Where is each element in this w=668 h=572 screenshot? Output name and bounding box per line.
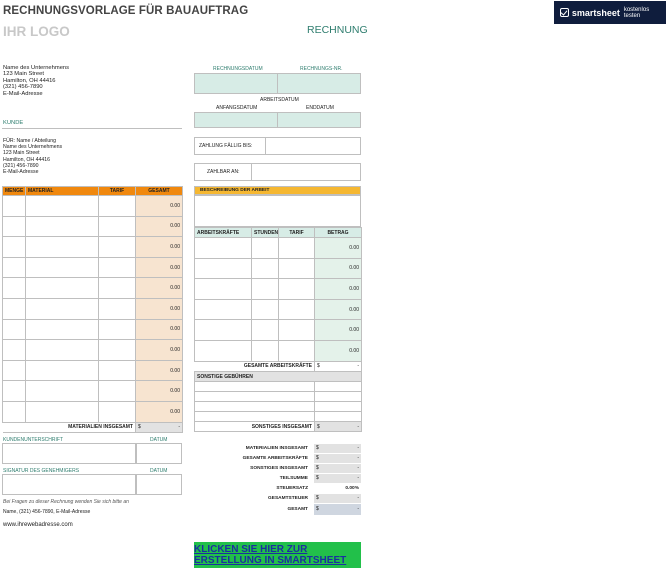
labor-row[interactable] [195,258,362,279]
work-description-header [194,186,361,195]
invoice-number-field[interactable] [277,73,361,94]
material-row[interactable] [3,360,183,381]
labor-amount-cell: 0.00 [315,258,362,279]
start-date-field[interactable] [194,112,278,128]
labor-cell[interactable] [195,299,252,320]
labor-header-row [195,228,362,238]
other-fees-total-label: SONSTIGES INSGESAMT [195,422,315,432]
customer-signature-field[interactable] [2,443,136,464]
other-fees-table [194,371,362,432]
material-cell[interactable] [3,257,26,278]
end-date-field[interactable] [277,112,361,128]
material-cell[interactable] [99,401,136,422]
labor-total-row [195,361,362,371]
dash-value: - [357,455,359,461]
material-cell[interactable] [3,298,26,319]
material-cell[interactable] [3,360,26,381]
currency-symbol: $ [317,423,320,430]
material-total-cell: 0.00 [136,196,183,217]
company-street: 123 Main Street [3,71,44,78]
col-labor-rate: TARIF [279,228,315,238]
material-cell[interactable] [26,196,99,217]
summary-tax-rate-label: STEUERSATZ [276,485,308,491]
material-cell[interactable] [99,298,136,319]
material-total-cell: 0.00 [136,237,183,258]
material-cell[interactable] [99,319,136,340]
approver-signature-date-label: DATUM [150,468,168,474]
labor-row[interactable] [195,279,362,300]
smartsheet-banner[interactable] [554,1,666,24]
labor-cell[interactable] [279,340,315,361]
currency-symbol: $ [316,445,319,451]
company-city: Hamilton, OH 44416 [3,77,56,84]
labor-row[interactable] [195,340,362,361]
customer-email: E-Mail-Adresse [3,169,39,176]
summary-materials-value [314,444,361,453]
material-row[interactable] [3,319,183,340]
col-amount: BETRAG [315,228,362,238]
page-title: RECHNUNGSVORLAGE FÜR BAUAUFTRAG [3,5,249,17]
customer-block [3,138,62,175]
customer-phone: (321) 456-7890 [3,162,39,169]
customer-signature-label: KUNDENUNTERSCHRIFT [3,437,63,443]
material-cell[interactable] [26,340,99,361]
customer-heading: KUNDE [3,120,24,126]
labor-cell[interactable] [252,258,279,279]
labor-total-value: - [357,363,359,370]
materials-total-cell [136,422,183,432]
summary-subtotal-value [314,474,361,483]
material-row[interactable] [3,216,183,237]
summary-total-tax-label: GESAMTSTEUER [268,495,308,501]
labor-cell[interactable] [252,340,279,361]
summary-labor-row [230,453,361,463]
material-total-cell: 0.00 [136,216,183,237]
doc-type-label: RECHNUNG [307,24,368,36]
materials-total-label: MATERIALIEN INSGESAMT [3,422,136,432]
labor-cell[interactable] [279,279,315,300]
material-cell[interactable] [99,237,136,258]
material-cell[interactable] [3,278,26,299]
end-date-label: ENDDATUM [306,105,334,111]
material-cell[interactable] [99,340,136,361]
summary-tax-rate-row [230,483,361,493]
work-description-heading: BESCHREIBUNG DER ARBEIT [200,188,270,193]
material-total-cell: 0.00 [136,319,183,340]
summary-labor-label: GESAMTE ARBEITSKRÄFTE [242,455,308,461]
summary-total-tax-row [230,493,361,503]
customer-signature-date-label: DATUM [150,437,168,443]
material-cell[interactable] [26,257,99,278]
dash-value: - [357,445,359,451]
dash-value: - [357,495,359,501]
payment-due-row[interactable] [194,137,361,155]
labor-row[interactable] [195,320,362,341]
labor-cell[interactable] [252,320,279,341]
material-total-cell: 0.00 [136,278,183,299]
material-cell[interactable] [3,401,26,422]
summary-grand-total-value [314,504,361,515]
other-fee-row[interactable] [195,412,362,422]
material-cell[interactable] [26,381,99,402]
approver-signature-label: SIGNATUR DES GENEHMIGERS [3,468,80,474]
smartsheet-check-icon [560,8,569,17]
customer-signature-date-field[interactable] [136,443,182,464]
material-row[interactable] [3,278,183,299]
labor-cell[interactable] [195,340,252,361]
material-total-cell: 0.00 [136,257,183,278]
material-cell[interactable] [99,360,136,381]
currency-symbol: $ [138,424,141,431]
divider [265,138,266,154]
material-cell[interactable] [99,257,136,278]
summary-grand-total-row [230,503,361,515]
labor-total-label: GESAMTE ARBEITSKRÄFTE [195,361,315,371]
material-cell[interactable] [3,216,26,237]
currency-symbol: $ [316,475,319,481]
currency-symbol: $ [316,495,319,501]
col-material: MATERIAL [26,187,99,196]
summary-materials-label: MATERIALIEN INSGESAMT [245,445,308,451]
material-row[interactable] [3,381,183,402]
questions-note: Bei Fragen zu dieser Rechnung wenden Sie sich bitte an [3,499,129,505]
customer-city: Hamilton, OH 44416 [3,156,50,163]
material-row[interactable] [3,401,183,422]
labor-amount-cell: 0.00 [315,299,362,320]
material-total-cell: 0.00 [136,381,183,402]
material-cell[interactable] [99,216,136,237]
material-row[interactable] [3,257,183,278]
labor-amount-cell: 0.00 [315,238,362,259]
col-rate: TARIF [99,187,136,196]
company-email: E-Mail-Adresse [3,90,43,97]
materials-header-row [3,187,183,196]
labor-cell[interactable] [279,299,315,320]
material-total-cell: 0.00 [136,360,183,381]
material-cell[interactable] [26,237,99,258]
labor-cell[interactable] [195,320,252,341]
summary-tax-rate-value[interactable]: 0.00% [345,485,359,491]
contact-line: Name, (321) 456-7890, E-Mail-Adresse [3,509,91,515]
material-cell[interactable] [3,196,26,217]
material-total-cell: 0.00 [136,340,183,361]
approver-signature-field[interactable] [2,474,136,495]
other-fees-total-value: - [357,423,359,430]
labor-total-cell [315,361,362,371]
other-fees-total-cell [315,422,362,432]
customer-name: Name des Unternehmens [3,144,63,151]
start-date-label: ANFANGSDATUM [216,105,258,111]
other-fees-heading: SONSTIGE GEBÜHREN [195,372,362,382]
labor-cell[interactable] [279,238,315,259]
summary-labor-value [314,454,361,463]
material-cell[interactable] [99,381,136,402]
invoice-date-field[interactable] [194,73,278,94]
material-row[interactable] [3,196,183,217]
other-fee-row[interactable] [195,392,362,402]
material-cell[interactable] [3,319,26,340]
dash-value: - [357,465,359,471]
material-total-cell: 0.00 [136,298,183,319]
materials-table [2,186,183,433]
company-phone: (321) 456-7890 [3,84,43,91]
material-cell[interactable] [26,298,99,319]
customer-attn: FÜR: Name / Abteilung [3,138,57,144]
currency-symbol: $ [316,465,319,471]
labor-table [194,227,362,372]
work-description-field[interactable] [194,195,361,227]
labor-cell[interactable] [195,279,252,300]
dash-value: - [357,506,359,512]
other-fees-header-row [195,372,362,382]
summary-other-value [314,464,361,473]
labor-amount-cell: 0.00 [315,279,362,300]
material-cell[interactable] [26,278,99,299]
materials-total-row [3,422,183,432]
material-cell[interactable] [26,216,99,237]
labor-cell[interactable] [252,299,279,320]
summary-other-row [230,463,361,473]
payable-to-label: ZAHLBAR AN: [207,169,240,175]
cta-label: KLICKEN SIE HIER ZUR ERSTELLUNG IN SMARTSHEET [194,544,347,566]
customer-divider [2,128,182,129]
invoice-number-label: RECHNUNGS-NR. [300,66,343,72]
col-labor: ARBEITSKRÄFTE [195,228,252,238]
payable-to-row[interactable] [194,163,361,181]
approver-signature-date-field[interactable] [136,474,182,495]
invoice-date-label: RECHNUNGSDATUM [213,66,263,72]
material-cell[interactable] [26,401,99,422]
material-cell[interactable] [3,237,26,258]
material-cell[interactable] [3,340,26,361]
summary-materials-row [230,443,361,453]
material-cell[interactable] [3,381,26,402]
labor-row[interactable] [195,238,362,259]
other-fees-total-row [195,422,362,432]
dash-value: - [357,475,359,481]
payment-due-label: ZAHLUNG FÄLLIG BIS: [199,143,253,149]
material-cell[interactable] [99,196,136,217]
labor-cell[interactable] [252,238,279,259]
brand-cta: kostenlos testen [623,6,650,19]
labor-cell[interactable] [195,258,252,279]
summary-block [230,443,361,515]
currency-symbol: $ [316,455,319,461]
material-row[interactable] [3,298,183,319]
labor-cell[interactable] [195,238,252,259]
create-in-smartsheet-button[interactable] [194,542,361,568]
company-name: Name des Unternehmens [3,65,70,71]
labor-cell[interactable] [279,258,315,279]
summary-total-tax-value [314,494,361,503]
currency-symbol: $ [316,506,319,512]
brand-name: smartsheet [571,7,620,18]
material-row[interactable] [3,237,183,258]
labor-cell[interactable] [252,279,279,300]
summary-subtotal-label: TEILSUMME [279,475,308,481]
material-cell[interactable] [26,360,99,381]
company-block [3,65,69,97]
labor-row[interactable] [195,299,362,320]
col-qty: MENGE [3,187,26,196]
summary-grand-total-label: GESAMT [287,506,308,512]
divider [251,164,252,180]
material-row[interactable] [3,340,183,361]
materials-total-value: - [178,424,180,431]
col-hours: STUNDEN [252,228,279,238]
labor-amount-cell: 0.00 [315,320,362,341]
other-fee-row[interactable] [195,382,362,392]
material-total-cell: 0.00 [136,401,183,422]
material-cell[interactable] [26,319,99,340]
labor-amount-cell: 0.00 [315,340,362,361]
customer-street: 123 Main Street [3,150,40,157]
labor-cell[interactable] [279,320,315,341]
logo-placeholder: IHR LOGO [3,24,70,39]
material-cell[interactable] [99,278,136,299]
website-link[interactable]: www.ihrewebadresse.com [3,522,73,528]
currency-symbol: $ [317,363,320,370]
col-total: GESAMT [136,187,183,196]
work-date-label: ARBEITSDATUM [260,97,299,103]
summary-subtotal-row [230,473,361,483]
summary-other-label: SONSTIGES INSGESAMT [250,465,308,471]
other-fee-row[interactable] [195,402,362,412]
